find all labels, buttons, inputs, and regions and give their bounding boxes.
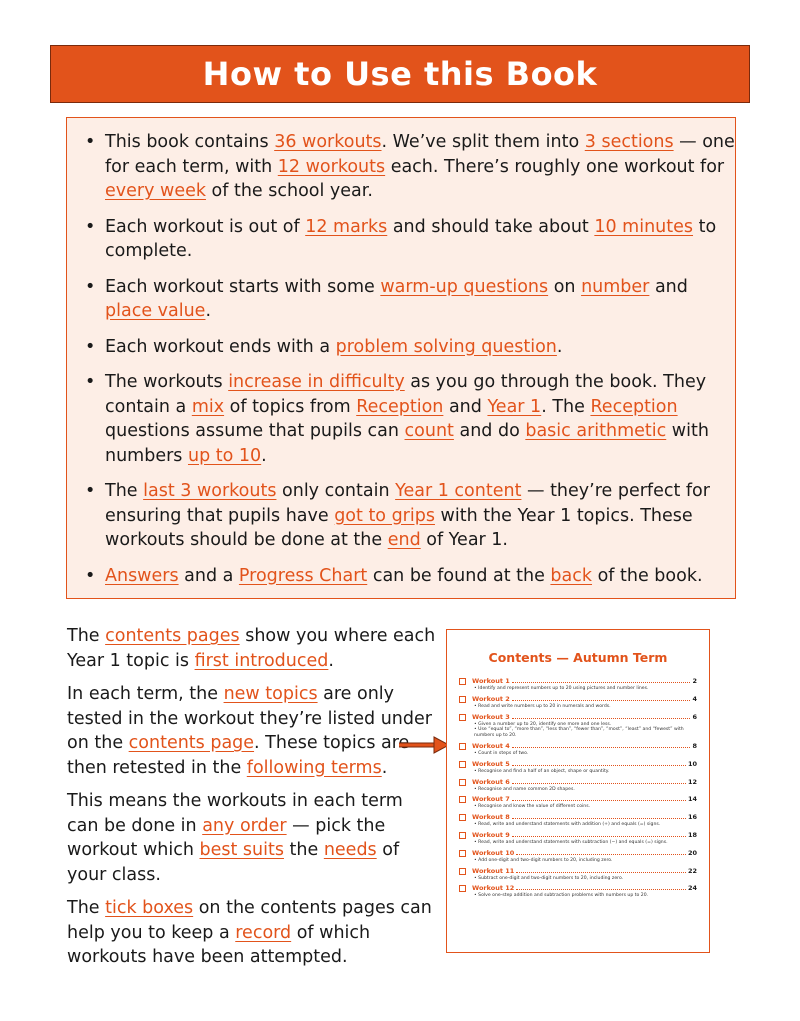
highlighted-term: 36 workouts bbox=[274, 132, 382, 152]
bullet-dot-icon: • bbox=[85, 372, 96, 392]
highlighted-term: number bbox=[581, 276, 650, 297]
highlighted-term: mix bbox=[191, 396, 225, 417]
highlighted-term: Answers bbox=[105, 565, 179, 586]
page-number: 4 bbox=[692, 694, 697, 703]
workout-row bbox=[472, 778, 697, 787]
dot-leader bbox=[512, 800, 686, 801]
page-title: How to Use this Book bbox=[202, 55, 598, 93]
bullet-item bbox=[67, 130, 735, 204]
bullet-dot-icon: • bbox=[85, 132, 96, 152]
explanation-paragraph bbox=[67, 896, 437, 970]
topic-line: • Recognise and know the value of different coins. bbox=[474, 804, 591, 810]
workout-name: Workout 2 bbox=[472, 694, 510, 703]
text-run: Each workout starts with some bbox=[105, 276, 381, 297]
workout-name: Workout 4 bbox=[472, 741, 510, 750]
topic-line: • Given a number up to 20, identify one more and one less. bbox=[474, 721, 612, 727]
text-run: and bbox=[649, 276, 688, 297]
contents-entry bbox=[459, 760, 697, 775]
highlighted-term: warm-up questions bbox=[380, 276, 549, 297]
highlighted-term: count bbox=[404, 421, 454, 441]
highlighted-term: first introduced bbox=[194, 650, 329, 671]
contents-entry bbox=[459, 742, 697, 757]
text-run: Each workout ends with a bbox=[105, 336, 336, 357]
text-run: and a bbox=[178, 565, 239, 586]
contents-entry bbox=[459, 831, 697, 846]
page-number: 22 bbox=[687, 866, 697, 875]
dot-leader bbox=[516, 854, 686, 855]
bullet-item bbox=[67, 370, 735, 468]
workout-row bbox=[472, 831, 697, 840]
highlighted-term: any order bbox=[202, 815, 287, 836]
highlighted-term: up to 10 bbox=[187, 445, 262, 466]
checkbox-icon[interactable] bbox=[459, 832, 466, 839]
highlighted-term: every week bbox=[105, 181, 206, 201]
text-run: . These topics are then retested in the bbox=[67, 733, 410, 778]
workout-row bbox=[472, 884, 697, 893]
highlighted-term: tick boxes bbox=[105, 898, 194, 918]
explanation-paragraph bbox=[67, 624, 437, 673]
highlighted-term: increase in difficulty bbox=[228, 372, 405, 392]
text-run: . We’ve split them into bbox=[381, 132, 585, 152]
page-number: 2 bbox=[692, 677, 697, 685]
contents-entry bbox=[459, 778, 697, 793]
text-run: . bbox=[556, 336, 563, 357]
dot-leader bbox=[512, 836, 686, 837]
text-run: as you go through the book. They contain a bbox=[105, 372, 707, 417]
highlighted-term: needs bbox=[323, 840, 377, 860]
dot-leader bbox=[516, 889, 686, 890]
text-run: with the Year 1 topics. These workouts should be done at the bbox=[105, 505, 693, 550]
contents-entry bbox=[459, 713, 697, 739]
topic-line: • Read, write and understand statements with subtraction (−) and equals (=) signs. bbox=[474, 839, 668, 845]
text-run: of the book. bbox=[592, 565, 703, 586]
contents-entry bbox=[459, 795, 697, 810]
contents-entry bbox=[459, 884, 697, 899]
checkbox-icon[interactable] bbox=[459, 678, 466, 685]
contents-entry bbox=[459, 849, 697, 864]
text-run: and do bbox=[453, 421, 526, 441]
workout-row bbox=[472, 677, 697, 686]
dot-leader bbox=[512, 765, 686, 766]
page-number: 8 bbox=[692, 741, 697, 750]
highlighted-term: 12 workouts bbox=[277, 156, 386, 177]
bullet-item bbox=[67, 564, 735, 589]
text-run: . bbox=[205, 301, 212, 321]
text-run: and should take about bbox=[387, 216, 595, 237]
highlighted-term: best suits bbox=[199, 840, 284, 860]
topic-line: • Solve one-step addition and subtraction problems with numbers up to 20. bbox=[474, 893, 649, 899]
workout-name: Workout 3 bbox=[472, 712, 510, 721]
text-run: — pick the workout which bbox=[67, 815, 386, 860]
checkbox-icon[interactable] bbox=[459, 743, 466, 750]
text-run: show you where each Year 1 topic is bbox=[67, 626, 436, 671]
text-run: . bbox=[381, 757, 388, 778]
text-run: Each workout is out of bbox=[105, 216, 306, 237]
highlighted-term: basic arithmetic bbox=[525, 421, 667, 441]
text-run: This book contains bbox=[105, 132, 275, 152]
highlighted-term: back bbox=[550, 565, 593, 586]
workout-row bbox=[472, 867, 697, 876]
text-run: of which workouts have been attempted. bbox=[67, 922, 371, 967]
checkbox-icon[interactable] bbox=[459, 779, 466, 786]
highlighted-term: new topics bbox=[223, 684, 318, 704]
checkbox-icon[interactable] bbox=[459, 814, 466, 821]
bullet-list bbox=[67, 118, 735, 588]
contents-entry bbox=[459, 867, 697, 882]
workout-row bbox=[472, 760, 697, 769]
text-run: of your class. bbox=[67, 840, 400, 885]
workout-name: Workout 8 bbox=[472, 813, 510, 822]
text-run: — one for each term, with bbox=[105, 132, 735, 177]
contents-entry bbox=[459, 695, 697, 710]
highlighted-term: following terms bbox=[246, 757, 382, 778]
checkbox-icon[interactable] bbox=[459, 850, 466, 857]
highlighted-term: contents pages bbox=[105, 626, 240, 646]
text-run: can be found at the bbox=[367, 565, 551, 586]
workout-name: Workout 5 bbox=[472, 759, 510, 768]
page-number: 20 bbox=[687, 848, 697, 857]
page-number: 18 bbox=[687, 830, 697, 839]
right-arrow-icon bbox=[398, 735, 450, 755]
topic-line: • Recognise and find a half of an object, shape or quantity. bbox=[474, 768, 610, 774]
text-run: are only tested in the workout they’re listed under on the bbox=[67, 684, 432, 753]
text-run: The bbox=[67, 626, 106, 646]
text-run: questions assume that pupils can bbox=[105, 421, 405, 441]
topic-line: • Identify and represent numbers up to 20 using pictures and number lines. bbox=[474, 686, 649, 691]
highlighted-term: Progress Chart bbox=[238, 565, 368, 586]
workout-name: Workout 10 bbox=[472, 848, 515, 857]
workout-row bbox=[472, 713, 697, 722]
checkbox-icon[interactable] bbox=[459, 796, 466, 803]
bullet-item bbox=[67, 335, 735, 360]
workout-row bbox=[472, 742, 697, 751]
explanation-paragraph bbox=[67, 789, 437, 887]
workout-name: Workout 6 bbox=[472, 777, 510, 786]
dot-leader bbox=[512, 682, 691, 683]
dot-leader bbox=[516, 872, 686, 873]
highlighted-term: Year 1 bbox=[487, 396, 542, 417]
contents-list bbox=[459, 677, 697, 902]
checkbox-icon[interactable] bbox=[459, 714, 466, 721]
text-run: with numbers bbox=[105, 421, 709, 466]
highlighted-term: contents page bbox=[128, 733, 255, 753]
checkbox-icon[interactable] bbox=[459, 696, 466, 703]
info-box bbox=[66, 117, 736, 599]
text-run: . bbox=[328, 650, 334, 671]
text-run: only contain bbox=[276, 481, 396, 501]
contents-page-preview bbox=[446, 629, 710, 953]
page-number: 16 bbox=[687, 813, 697, 822]
highlighted-term: record bbox=[235, 922, 292, 943]
bullet-dot-icon: • bbox=[85, 336, 96, 357]
text-run: . The bbox=[541, 396, 591, 417]
workout-row bbox=[472, 813, 697, 822]
text-run: each. There’s roughly one workout for bbox=[385, 156, 725, 177]
text-run: — they’re perfect for ensuring that pupils have bbox=[105, 481, 710, 526]
checkbox-icon[interactable] bbox=[459, 761, 466, 768]
dot-leader bbox=[512, 700, 691, 701]
contents-entry bbox=[459, 813, 697, 828]
workout-name: Workout 9 bbox=[472, 830, 510, 839]
workout-name: Workout 7 bbox=[472, 795, 510, 804]
contents-entry bbox=[459, 677, 697, 692]
bullet-dot-icon: • bbox=[85, 276, 96, 297]
text-run: . bbox=[261, 445, 267, 466]
dot-leader bbox=[512, 783, 686, 784]
bullet-item bbox=[67, 275, 735, 324]
text-run: The bbox=[67, 898, 106, 918]
explanation-column bbox=[67, 624, 437, 979]
bullet-item bbox=[67, 479, 735, 553]
page-number: 14 bbox=[687, 795, 697, 804]
text-run: of topics from bbox=[224, 396, 357, 417]
workout-name: Workout 12 bbox=[472, 884, 515, 893]
text-run: the bbox=[283, 840, 324, 860]
topic-line: • Subtract one-digit and two-digit numbers to 20, including zero. bbox=[474, 875, 624, 881]
topic-line: • Use “equal to”, “more than”, “less than”, “fewer than”, “most”, “least” and “fewest” with numbers up to 20. bbox=[474, 727, 684, 739]
text-run: This means the workouts in each term can be done in bbox=[67, 791, 403, 836]
topic-line: • Count in steps of two. bbox=[474, 750, 529, 756]
text-run: to complete. bbox=[105, 216, 717, 261]
highlighted-term: Reception bbox=[590, 396, 678, 417]
page-number: 12 bbox=[687, 777, 697, 786]
page-number: 10 bbox=[687, 759, 697, 768]
text-run: on bbox=[548, 276, 582, 297]
dot-leader bbox=[512, 718, 691, 719]
dot-leader bbox=[512, 818, 686, 819]
title-bar bbox=[50, 45, 750, 103]
checkbox-icon[interactable] bbox=[459, 885, 466, 892]
highlighted-term: got to grips bbox=[334, 505, 435, 526]
text-run: The workouts bbox=[105, 372, 229, 392]
topic-line: • Add one-digit and two-digit numbers to 20, including zero. bbox=[474, 857, 613, 863]
page-number: 24 bbox=[687, 884, 697, 893]
highlighted-term: Year 1 content bbox=[395, 481, 522, 501]
workout-name: Workout 1 bbox=[472, 677, 510, 685]
text-run: of Year 1. bbox=[420, 530, 508, 550]
highlighted-term: Reception bbox=[356, 396, 444, 417]
topic-line: • Recognise and name common 2D shapes. bbox=[474, 786, 575, 792]
highlighted-term: 3 sections bbox=[584, 132, 674, 152]
topic-line: • Read, write and understand statements with addition (+) and equals (=) signs. bbox=[474, 822, 661, 828]
bullet-dot-icon: • bbox=[85, 481, 96, 501]
bullet-dot-icon: • bbox=[85, 216, 96, 237]
text-run: The bbox=[105, 481, 144, 501]
text-run: and bbox=[443, 396, 488, 417]
highlighted-term: 12 marks bbox=[305, 216, 388, 237]
highlighted-term: place value bbox=[105, 301, 206, 321]
bullet-item bbox=[67, 215, 735, 264]
checkbox-icon[interactable] bbox=[459, 868, 466, 875]
workout-row bbox=[472, 849, 697, 858]
highlighted-term: last 3 workouts bbox=[143, 481, 277, 501]
bullet-dot-icon: • bbox=[85, 565, 96, 586]
page-number: 6 bbox=[692, 712, 697, 721]
workout-row bbox=[472, 695, 697, 704]
text-run: In each term, the bbox=[67, 684, 224, 704]
dot-leader bbox=[512, 747, 691, 748]
highlighted-term: end bbox=[387, 530, 421, 550]
text-run: of the school year. bbox=[205, 181, 373, 201]
contents-title: Contents — Autumn Term bbox=[488, 650, 668, 665]
workout-name: Workout 11 bbox=[472, 866, 515, 875]
text-run: on the contents pages can help you to keep a bbox=[67, 898, 432, 943]
highlighted-term: problem solving question bbox=[335, 336, 557, 357]
explanation-paragraph bbox=[67, 682, 437, 780]
topic-line: • Read and write numbers up to 20 in numerals and words. bbox=[474, 703, 611, 709]
highlighted-term: 10 minutes bbox=[594, 216, 694, 237]
